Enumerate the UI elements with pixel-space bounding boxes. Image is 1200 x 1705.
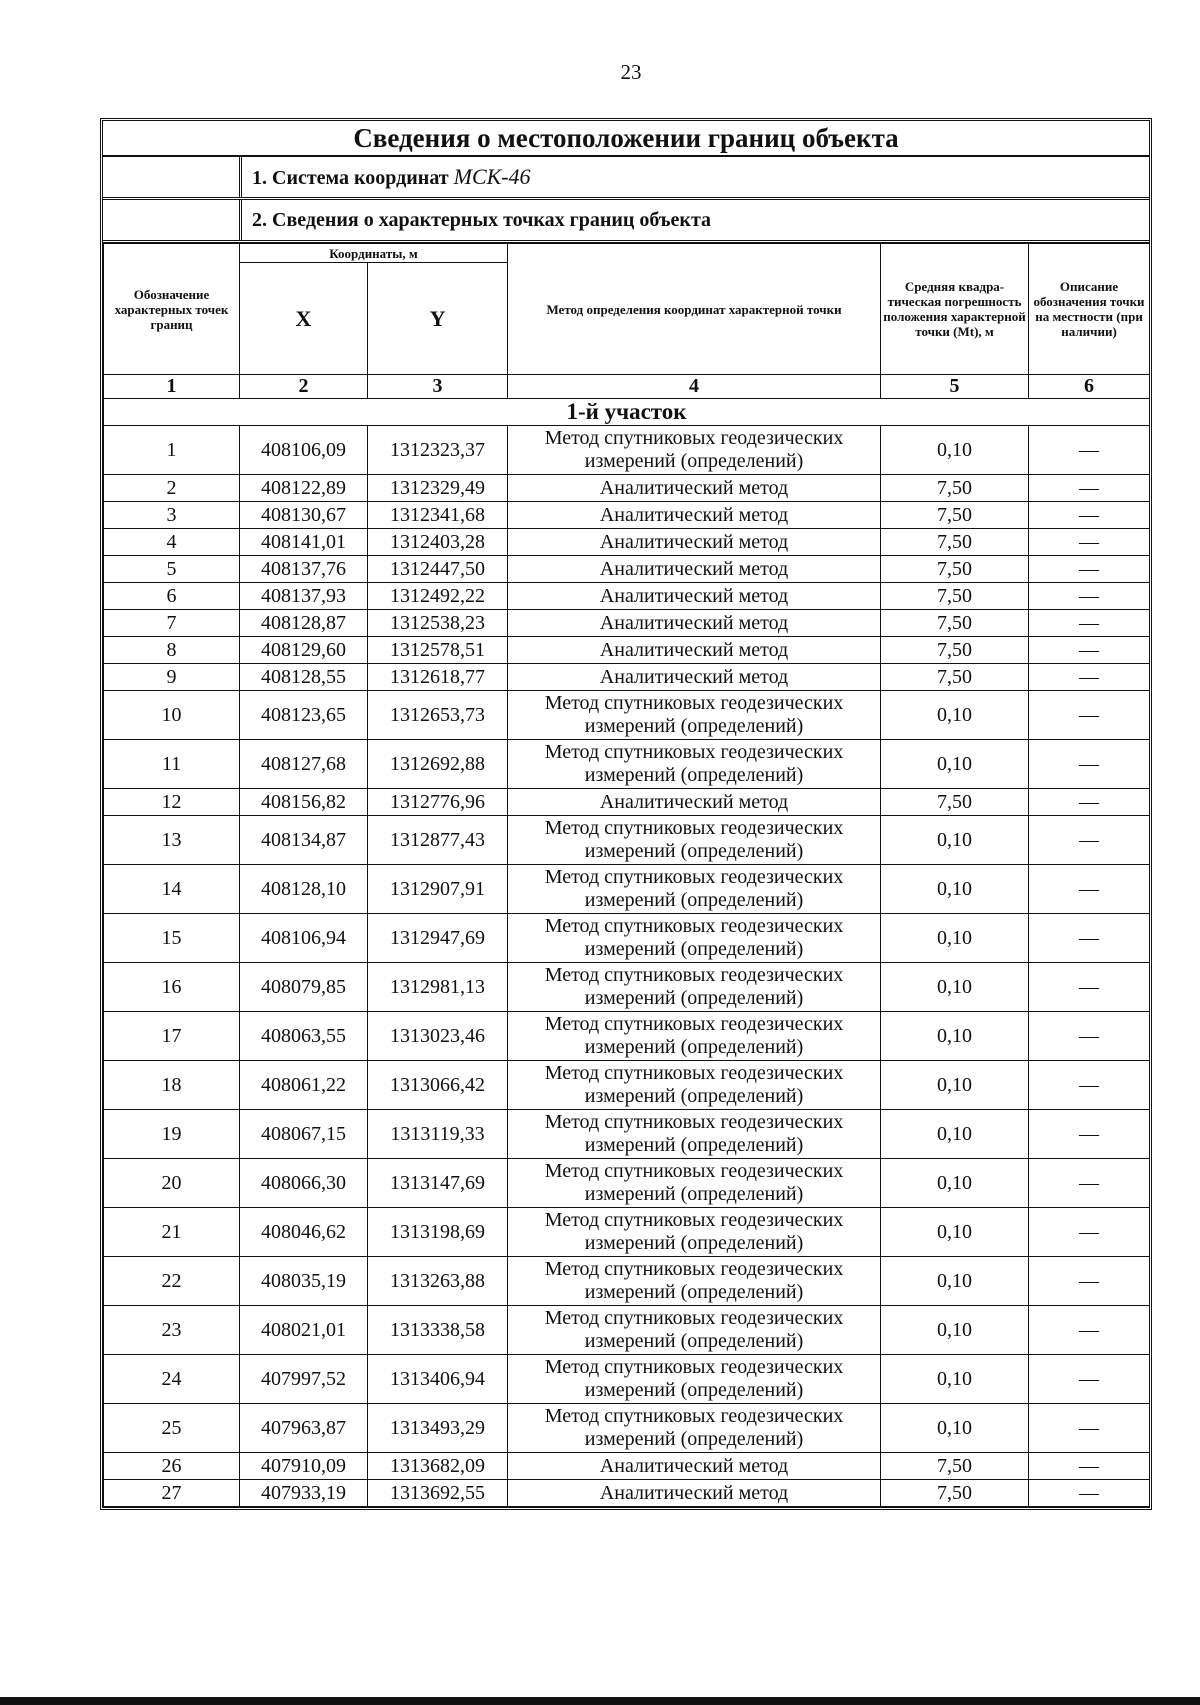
table-row bbox=[104, 1355, 1150, 1404]
table-row bbox=[104, 583, 1150, 610]
method-cell: Метод спутниковых геодезических измерений (определений) bbox=[508, 1159, 881, 1208]
description-cell: — bbox=[1029, 1159, 1150, 1208]
table-row bbox=[104, 1012, 1150, 1061]
y-coordinate-cell: 1312877,43 bbox=[368, 816, 508, 865]
accuracy-cell: 7,50 bbox=[881, 637, 1029, 664]
header-y: Y bbox=[368, 263, 508, 375]
description-cell: — bbox=[1029, 1012, 1150, 1061]
accuracy-cell: 7,50 bbox=[881, 556, 1029, 583]
accuracy-cell: 0,10 bbox=[881, 1110, 1029, 1159]
table-row bbox=[104, 426, 1150, 475]
point-number-cell: 25 bbox=[104, 1404, 240, 1453]
method-cell: Аналитический метод bbox=[508, 637, 881, 664]
description-cell: — bbox=[1029, 789, 1150, 816]
table-row bbox=[104, 963, 1150, 1012]
table-row bbox=[104, 610, 1150, 637]
accuracy-cell: 0,10 bbox=[881, 426, 1029, 475]
description-cell: — bbox=[1029, 556, 1150, 583]
point-number-cell: 8 bbox=[104, 637, 240, 664]
y-coordinate-cell: 1312907,91 bbox=[368, 865, 508, 914]
header-method: Метод определения координат характерной точки bbox=[508, 244, 881, 375]
y-coordinate-cell: 1312538,23 bbox=[368, 610, 508, 637]
x-coordinate-cell: 408156,82 bbox=[240, 789, 368, 816]
y-coordinate-cell: 1312403,28 bbox=[368, 529, 508, 556]
y-coordinate-cell: 1312578,51 bbox=[368, 637, 508, 664]
y-coordinate-cell: 1313406,94 bbox=[368, 1355, 508, 1404]
method-cell: Метод спутниковых геодезических измерений (определений) bbox=[508, 1208, 881, 1257]
point-number-cell: 4 bbox=[104, 529, 240, 556]
x-coordinate-cell: 408067,15 bbox=[240, 1110, 368, 1159]
section-row bbox=[104, 399, 1150, 426]
point-number-cell: 9 bbox=[104, 664, 240, 691]
description-cell: — bbox=[1029, 816, 1150, 865]
accuracy-cell: 0,10 bbox=[881, 1208, 1029, 1257]
scan-bottom-edge bbox=[0, 1697, 1200, 1705]
accuracy-cell: 0,10 bbox=[881, 816, 1029, 865]
description-cell: — bbox=[1029, 1306, 1150, 1355]
description-cell: — bbox=[1029, 691, 1150, 740]
method-cell: Аналитический метод bbox=[508, 664, 881, 691]
point-number-cell: 13 bbox=[104, 816, 240, 865]
table-row bbox=[104, 502, 1150, 529]
y-coordinate-cell: 1312492,22 bbox=[368, 583, 508, 610]
point-number-cell: 17 bbox=[104, 1012, 240, 1061]
method-cell: Метод спутниковых геодезических измерений (определений) bbox=[508, 426, 881, 475]
point-number-cell: 5 bbox=[104, 556, 240, 583]
accuracy-cell: 0,10 bbox=[881, 963, 1029, 1012]
accuracy-cell: 7,50 bbox=[881, 475, 1029, 502]
description-cell: — bbox=[1029, 583, 1150, 610]
x-coordinate-cell: 408141,01 bbox=[240, 529, 368, 556]
accuracy-cell: 0,10 bbox=[881, 1306, 1029, 1355]
accuracy-cell: 0,10 bbox=[881, 1404, 1029, 1453]
method-cell: Метод спутниковых геодезических измерений (определений) bbox=[508, 1257, 881, 1306]
y-coordinate-cell: 1312447,50 bbox=[368, 556, 508, 583]
header-x: X bbox=[240, 263, 368, 375]
column-number: 4 bbox=[508, 375, 881, 399]
description-cell: — bbox=[1029, 426, 1150, 475]
x-coordinate-cell: 408063,55 bbox=[240, 1012, 368, 1061]
accuracy-cell: 0,10 bbox=[881, 914, 1029, 963]
points-heading: 2. Сведения о характерных точках границ объекта bbox=[252, 209, 712, 231]
accuracy-cell: 0,10 bbox=[881, 740, 1029, 789]
description-cell: — bbox=[1029, 1404, 1150, 1453]
y-coordinate-cell: 1313147,69 bbox=[368, 1159, 508, 1208]
y-coordinate-cell: 1312981,13 bbox=[368, 963, 508, 1012]
method-cell: Аналитический метод bbox=[508, 529, 881, 556]
table-row bbox=[104, 475, 1150, 502]
description-cell: — bbox=[1029, 1257, 1150, 1306]
description-cell: — bbox=[1029, 914, 1150, 963]
coordinate-system-label: 1. Система координат bbox=[252, 167, 449, 189]
x-coordinate-cell: 408137,76 bbox=[240, 556, 368, 583]
description-cell: — bbox=[1029, 529, 1150, 556]
section-title: 1-й участок bbox=[104, 399, 1150, 426]
point-number-cell: 19 bbox=[104, 1110, 240, 1159]
column-number: 2 bbox=[240, 375, 368, 399]
point-number-cell: 12 bbox=[104, 789, 240, 816]
description-cell: — bbox=[1029, 865, 1150, 914]
point-number-cell: 14 bbox=[104, 865, 240, 914]
y-coordinate-cell: 1312329,49 bbox=[368, 475, 508, 502]
description-cell: — bbox=[1029, 1453, 1150, 1480]
accuracy-cell: 7,50 bbox=[881, 529, 1029, 556]
table-row bbox=[104, 1306, 1150, 1355]
description-cell: — bbox=[1029, 963, 1150, 1012]
x-coordinate-cell: 408021,01 bbox=[240, 1306, 368, 1355]
table-title: Сведения о местоположении границ объекта bbox=[103, 121, 1149, 157]
table-row bbox=[104, 740, 1150, 789]
method-cell: Метод спутниковых геодезических измерений (определений) bbox=[508, 865, 881, 914]
table-row bbox=[104, 637, 1150, 664]
accuracy-cell: 0,10 bbox=[881, 691, 1029, 740]
accuracy-cell: 7,50 bbox=[881, 664, 1029, 691]
y-coordinate-cell: 1313682,09 bbox=[368, 1453, 508, 1480]
x-coordinate-cell: 408128,87 bbox=[240, 610, 368, 637]
table-row bbox=[104, 789, 1150, 816]
page-number: 23 bbox=[620, 60, 642, 84]
table-row bbox=[104, 1453, 1150, 1480]
x-coordinate-cell: 408046,62 bbox=[240, 1208, 368, 1257]
table-row bbox=[104, 1061, 1150, 1110]
point-number-cell: 21 bbox=[104, 1208, 240, 1257]
point-number-cell: 6 bbox=[104, 583, 240, 610]
table-row bbox=[104, 529, 1150, 556]
point-number-cell: 27 bbox=[104, 1480, 240, 1507]
y-coordinate-cell: 1313692,55 bbox=[368, 1480, 508, 1507]
column-number: 6 bbox=[1029, 375, 1150, 399]
table-row bbox=[104, 691, 1150, 740]
header-coordinates: Координаты, м bbox=[240, 244, 508, 263]
x-coordinate-cell: 408128,10 bbox=[240, 865, 368, 914]
description-cell: — bbox=[1029, 1208, 1150, 1257]
header-accuracy: Средняя квадра-тическая погрешность положения характерной точки (Mt), м bbox=[881, 244, 1029, 375]
description-cell: — bbox=[1029, 1061, 1150, 1110]
point-number-cell: 20 bbox=[104, 1159, 240, 1208]
x-coordinate-cell: 407933,19 bbox=[240, 1480, 368, 1507]
x-coordinate-cell: 407997,52 bbox=[240, 1355, 368, 1404]
point-number-cell: 16 bbox=[104, 963, 240, 1012]
table-row bbox=[104, 1257, 1150, 1306]
x-coordinate-cell: 408106,09 bbox=[240, 426, 368, 475]
description-cell: — bbox=[1029, 610, 1150, 637]
points-heading-row bbox=[103, 200, 1149, 243]
method-cell: Метод спутниковых геодезических измерений (определений) bbox=[508, 963, 881, 1012]
point-number-cell: 7 bbox=[104, 610, 240, 637]
point-number-cell: 2 bbox=[104, 475, 240, 502]
y-coordinate-cell: 1312653,73 bbox=[368, 691, 508, 740]
accuracy-cell: 0,10 bbox=[881, 1159, 1029, 1208]
accuracy-cell: 7,50 bbox=[881, 1480, 1029, 1507]
x-coordinate-cell: 408127,68 bbox=[240, 740, 368, 789]
accuracy-cell: 0,10 bbox=[881, 1061, 1029, 1110]
y-coordinate-cell: 1312341,68 bbox=[368, 502, 508, 529]
y-coordinate-cell: 1312692,88 bbox=[368, 740, 508, 789]
method-cell: Метод спутниковых геодезических измерений (определений) bbox=[508, 816, 881, 865]
x-coordinate-cell: 407963,87 bbox=[240, 1404, 368, 1453]
point-number-cell: 3 bbox=[104, 502, 240, 529]
y-coordinate-cell: 1313198,69 bbox=[368, 1208, 508, 1257]
accuracy-cell: 7,50 bbox=[881, 1453, 1029, 1480]
method-cell: Метод спутниковых геодезических измерений (определений) bbox=[508, 1061, 881, 1110]
table-row bbox=[104, 914, 1150, 963]
y-coordinate-cell: 1312618,77 bbox=[368, 664, 508, 691]
column-numbers-row bbox=[104, 375, 1150, 399]
method-cell: Метод спутниковых геодезических измерений (определений) bbox=[508, 1355, 881, 1404]
x-coordinate-cell: 407910,09 bbox=[240, 1453, 368, 1480]
description-cell: — bbox=[1029, 637, 1150, 664]
y-coordinate-cell: 1313066,42 bbox=[368, 1061, 508, 1110]
point-number-cell: 10 bbox=[104, 691, 240, 740]
method-cell: Аналитический метод bbox=[508, 475, 881, 502]
point-number-cell: 18 bbox=[104, 1061, 240, 1110]
description-cell: — bbox=[1029, 664, 1150, 691]
description-cell: — bbox=[1029, 1355, 1150, 1404]
x-coordinate-cell: 408079,85 bbox=[240, 963, 368, 1012]
boundary-info-table bbox=[100, 118, 1152, 1510]
x-coordinate-cell: 408129,60 bbox=[240, 637, 368, 664]
table-row bbox=[104, 556, 1150, 583]
accuracy-cell: 7,50 bbox=[881, 583, 1029, 610]
method-cell: Метод спутниковых геодезических измерений (определений) bbox=[508, 914, 881, 963]
accuracy-cell: 0,10 bbox=[881, 865, 1029, 914]
points-table bbox=[103, 243, 1150, 1507]
method-cell: Метод спутниковых геодезических измерений (определений) bbox=[508, 1306, 881, 1355]
x-coordinate-cell: 408134,87 bbox=[240, 816, 368, 865]
method-cell: Метод спутниковых геодезических измерений (определений) bbox=[508, 740, 881, 789]
method-cell: Аналитический метод bbox=[508, 583, 881, 610]
description-cell: — bbox=[1029, 502, 1150, 529]
x-coordinate-cell: 408061,22 bbox=[240, 1061, 368, 1110]
x-coordinate-cell: 408035,19 bbox=[240, 1257, 368, 1306]
method-cell: Аналитический метод bbox=[508, 1480, 881, 1507]
table-row bbox=[104, 1404, 1150, 1453]
x-coordinate-cell: 408128,55 bbox=[240, 664, 368, 691]
method-cell: Аналитический метод bbox=[508, 610, 881, 637]
accuracy-cell: 0,10 bbox=[881, 1355, 1029, 1404]
description-cell: — bbox=[1029, 1110, 1150, 1159]
point-number-cell: 11 bbox=[104, 740, 240, 789]
method-cell: Метод спутниковых геодезических измерений (определений) bbox=[508, 1110, 881, 1159]
description-cell: — bbox=[1029, 1480, 1150, 1507]
x-coordinate-cell: 408066,30 bbox=[240, 1159, 368, 1208]
y-coordinate-cell: 1312776,96 bbox=[368, 789, 508, 816]
table-row bbox=[104, 816, 1150, 865]
table-row bbox=[104, 1480, 1150, 1507]
accuracy-cell: 7,50 bbox=[881, 610, 1029, 637]
table-row bbox=[104, 1110, 1150, 1159]
x-coordinate-cell: 408130,67 bbox=[240, 502, 368, 529]
x-coordinate-cell: 408122,89 bbox=[240, 475, 368, 502]
point-number-cell: 22 bbox=[104, 1257, 240, 1306]
column-number: 3 bbox=[368, 375, 508, 399]
method-cell: Аналитический метод bbox=[508, 789, 881, 816]
y-coordinate-cell: 1313338,58 bbox=[368, 1306, 508, 1355]
header-description: Описание обозначения точки на местности (при наличии) bbox=[1029, 244, 1150, 375]
method-cell: Метод спутниковых геодезических измерений (определений) bbox=[508, 1404, 881, 1453]
table-row bbox=[104, 865, 1150, 914]
method-cell: Аналитический метод bbox=[508, 556, 881, 583]
description-cell: — bbox=[1029, 740, 1150, 789]
y-coordinate-cell: 1313119,33 bbox=[368, 1110, 508, 1159]
coordinate-system-row bbox=[103, 157, 1149, 200]
y-coordinate-cell: 1313023,46 bbox=[368, 1012, 508, 1061]
x-coordinate-cell: 408123,65 bbox=[240, 691, 368, 740]
accuracy-cell: 7,50 bbox=[881, 789, 1029, 816]
table-row bbox=[104, 664, 1150, 691]
point-number-cell: 23 bbox=[104, 1306, 240, 1355]
accuracy-cell: 7,50 bbox=[881, 502, 1029, 529]
accuracy-cell: 0,10 bbox=[881, 1012, 1029, 1061]
accuracy-cell: 0,10 bbox=[881, 1257, 1029, 1306]
method-cell: Аналитический метод bbox=[508, 502, 881, 529]
header-designation: Обозначение характерных точек границ bbox=[104, 244, 240, 375]
method-cell: Метод спутниковых геодезических измерений (определений) bbox=[508, 691, 881, 740]
table-row bbox=[104, 1159, 1150, 1208]
y-coordinate-cell: 1312947,69 bbox=[368, 914, 508, 963]
x-coordinate-cell: 408106,94 bbox=[240, 914, 368, 963]
description-cell: — bbox=[1029, 475, 1150, 502]
table-row bbox=[104, 1208, 1150, 1257]
column-number: 1 bbox=[104, 375, 240, 399]
coordinate-system-value: МСК-46 bbox=[453, 164, 531, 189]
column-number: 5 bbox=[881, 375, 1029, 399]
method-cell: Метод спутниковых геодезических измерений (определений) bbox=[508, 1012, 881, 1061]
y-coordinate-cell: 1313263,88 bbox=[368, 1257, 508, 1306]
point-number-cell: 15 bbox=[104, 914, 240, 963]
y-coordinate-cell: 1312323,37 bbox=[368, 426, 508, 475]
point-number-cell: 1 bbox=[104, 426, 240, 475]
point-number-cell: 26 bbox=[104, 1453, 240, 1480]
y-coordinate-cell: 1313493,29 bbox=[368, 1404, 508, 1453]
point-number-cell: 24 bbox=[104, 1355, 240, 1404]
x-coordinate-cell: 408137,93 bbox=[240, 583, 368, 610]
method-cell: Аналитический метод bbox=[508, 1453, 881, 1480]
